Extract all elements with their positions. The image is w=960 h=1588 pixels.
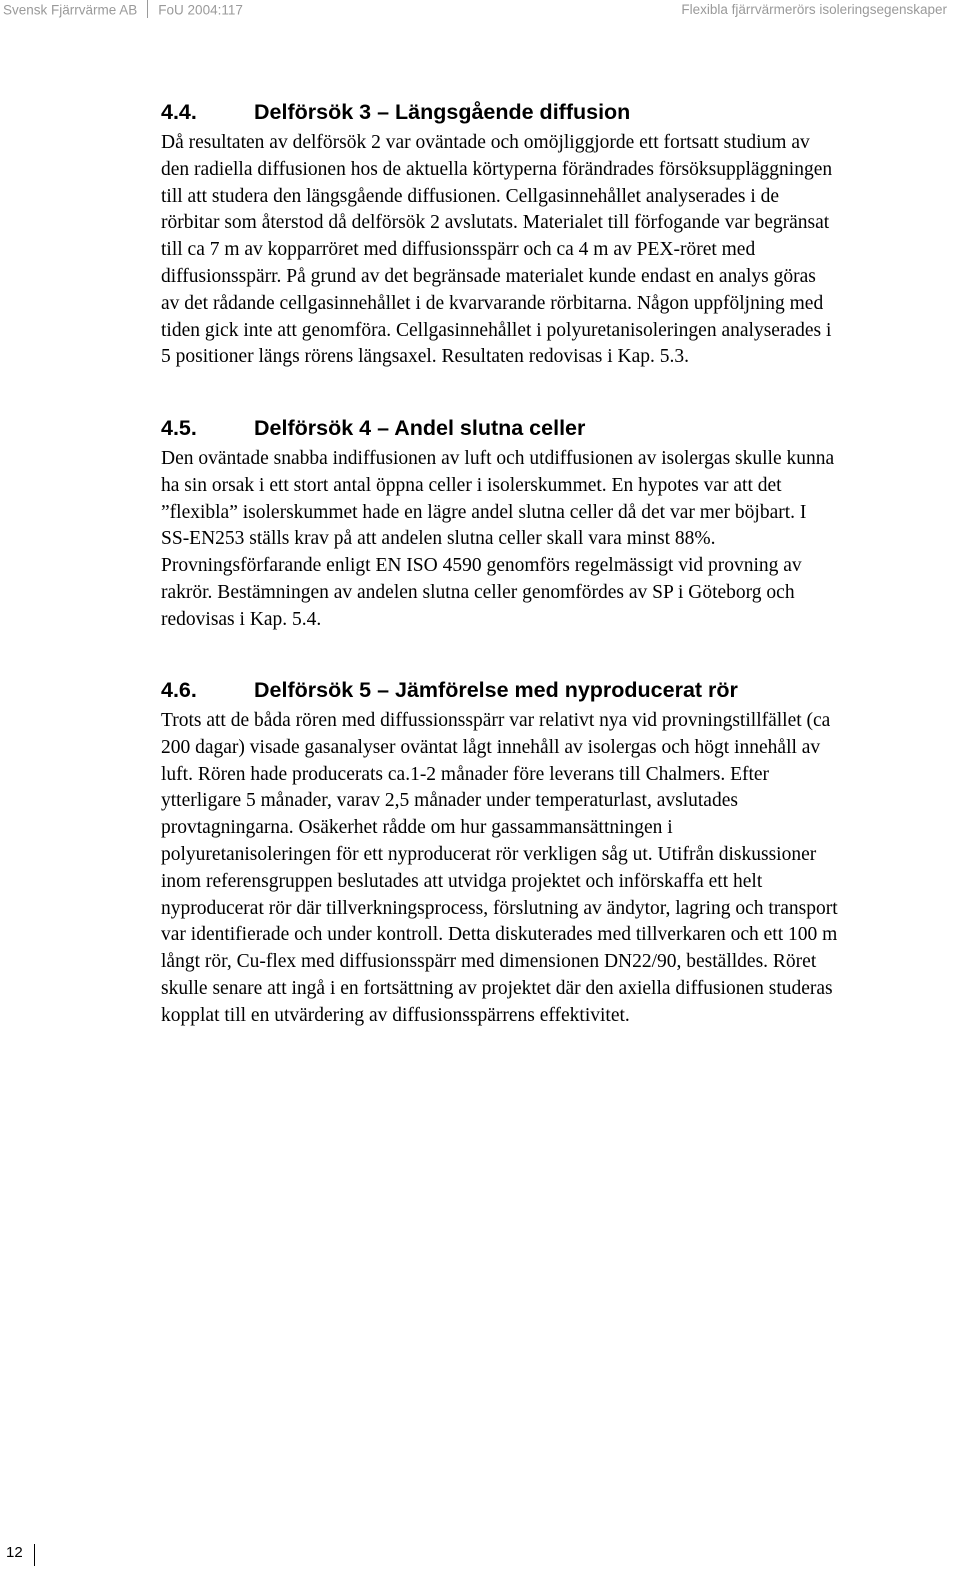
- header-org: Svensk Fjärrvärme AB: [3, 2, 138, 18]
- text-line: diffusionsspärr. På grund av det begränsade materialet kunde endast en analys göras: [161, 265, 816, 287]
- section-number: 4.4.: [161, 100, 197, 124]
- text-line: var identifierade och under kontroll. Detta diskuterades med tillverkaren och ett 100 m: [161, 924, 838, 946]
- section-4-5: [161, 414, 951, 634]
- header-document-title: Flexibla fjärrvärmerörs isoleringsegenskaper: [681, 2, 947, 17]
- text-line: av det rådande cellgasinnehållet i de kvarvarande rörbitarna. Någon uppföljning med: [161, 292, 824, 314]
- text-line: Då resultaten av delförsök 2 var oväntade och omöjliggjorde ett fortsatt studium av: [161, 132, 810, 153]
- text-line: Trots att de båda rören med diffussionsspärr var relativt nya vid provningstillfället (ca: [161, 710, 831, 731]
- page-number: 12: [6, 1544, 23, 1561]
- section-heading: [161, 98, 951, 126]
- section-body: [161, 708, 951, 1030]
- page-header: [3, 2, 947, 24]
- text-line: SS-EN253 ställs krav på att andelen slutna celler skall vara minst 88%.: [161, 528, 716, 550]
- header-left: [3, 2, 243, 20]
- text-line: ”flexibla” isolerskummet hade en lägre andel slutna celler då det var mer böjbart. I: [161, 501, 807, 523]
- section-4-4: [161, 98, 951, 371]
- section-title: Delförsök 3 – Längsgående diffusion: [254, 100, 631, 124]
- text-line: luft. Rören hade producerats ca.1-2 månader före leverans till Chalmers. Efter: [161, 763, 770, 785]
- text-line: kopplat till en utvärdering av diffusionsspärrens effektivitet.: [161, 1004, 630, 1026]
- text-line: till att studera den längsgående diffusionen. Cellgasinnehållet analyserades i de: [161, 185, 780, 207]
- text-line: 5 positioner längs rörens längsaxel. Resultaten redovisas i Kap. 5.3.: [161, 346, 690, 368]
- section-number: 4.5.: [161, 416, 197, 440]
- text-line: rörbitar som återstod då delförsök 2 avslutats. Materialet till förfogande var begränsat: [161, 212, 830, 234]
- text-line: tiden gick inte att genomföra. Cellgasinnehållet i polyuretanisoleringen analyserades i: [161, 319, 832, 341]
- section-number: 4.6.: [161, 678, 197, 702]
- section-body: [161, 446, 951, 634]
- text-line: polyuretanisoleringen för ett nyproducerat rör verkligen såg ut. Utifrån diskussioner: [161, 843, 817, 865]
- text-line: inom referensgruppen beslutades att utvidga projektet och införskaffa ett helt: [161, 870, 763, 892]
- header-report-number: FoU 2004:117: [158, 2, 243, 18]
- text-line: till ca 7 m av kopparröret med diffusionsspärr och ca 4 m av PEX-röret med: [161, 239, 756, 261]
- text-line: ytterligare 5 månader, varav 2,5 månader under temperaturlast, avslutades: [161, 790, 738, 812]
- text-line: Provningsförfarande enligt EN ISO 4590 genomförs regelmässigt vid provning av: [161, 555, 802, 577]
- text-line: provtagningarna. Osäkerhet rådde om hur gassammansättningen i: [161, 817, 673, 839]
- text-line: 200 dagar) visade gasanalyser oväntat lågt innehåll av isolergas och högt innehåll av: [161, 736, 821, 758]
- text-line: långt rör, Cu-flex med diffusionsspärr med dimensionen DN22/90, beställdes. Röret: [161, 951, 817, 973]
- header-separator: [147, 0, 148, 18]
- text-line: rakrör. Bestämningen av andelen slutna celler genomfördes av SP i Göteborg och: [161, 581, 795, 603]
- text-line: den radiella diffusionen hos de aktuella körtyperna förändrades försöksuppläggningen: [161, 158, 833, 180]
- section-heading: [161, 414, 951, 442]
- section-title: Delförsök 4 – Andel slutna celler: [254, 416, 586, 440]
- section-4-6: [161, 676, 951, 1030]
- text-line: redovisas i Kap. 5.4.: [161, 608, 322, 630]
- section-body: [161, 130, 951, 371]
- text-line: Den oväntade snabba indiffusionen av luft och utdiffusionen av isolergas skulle kunna: [161, 448, 835, 469]
- section-heading: [161, 676, 951, 704]
- footer-divider: [34, 1544, 35, 1566]
- text-line: ha sin orsak i ett stort antal öppna celler i isolerskummet. En hypotes var att det: [161, 474, 782, 496]
- text-line: skulle senare att ingå i en fortsättning av projektet där den axiella diffusionen studeras: [161, 977, 833, 999]
- text-line: nyproducerat rör där tillverkningsprocess, förslutning av ändytor, lagring och transport: [161, 897, 838, 919]
- section-title: Delförsök 5 – Jämförelse med nyproducerat rör: [254, 678, 738, 702]
